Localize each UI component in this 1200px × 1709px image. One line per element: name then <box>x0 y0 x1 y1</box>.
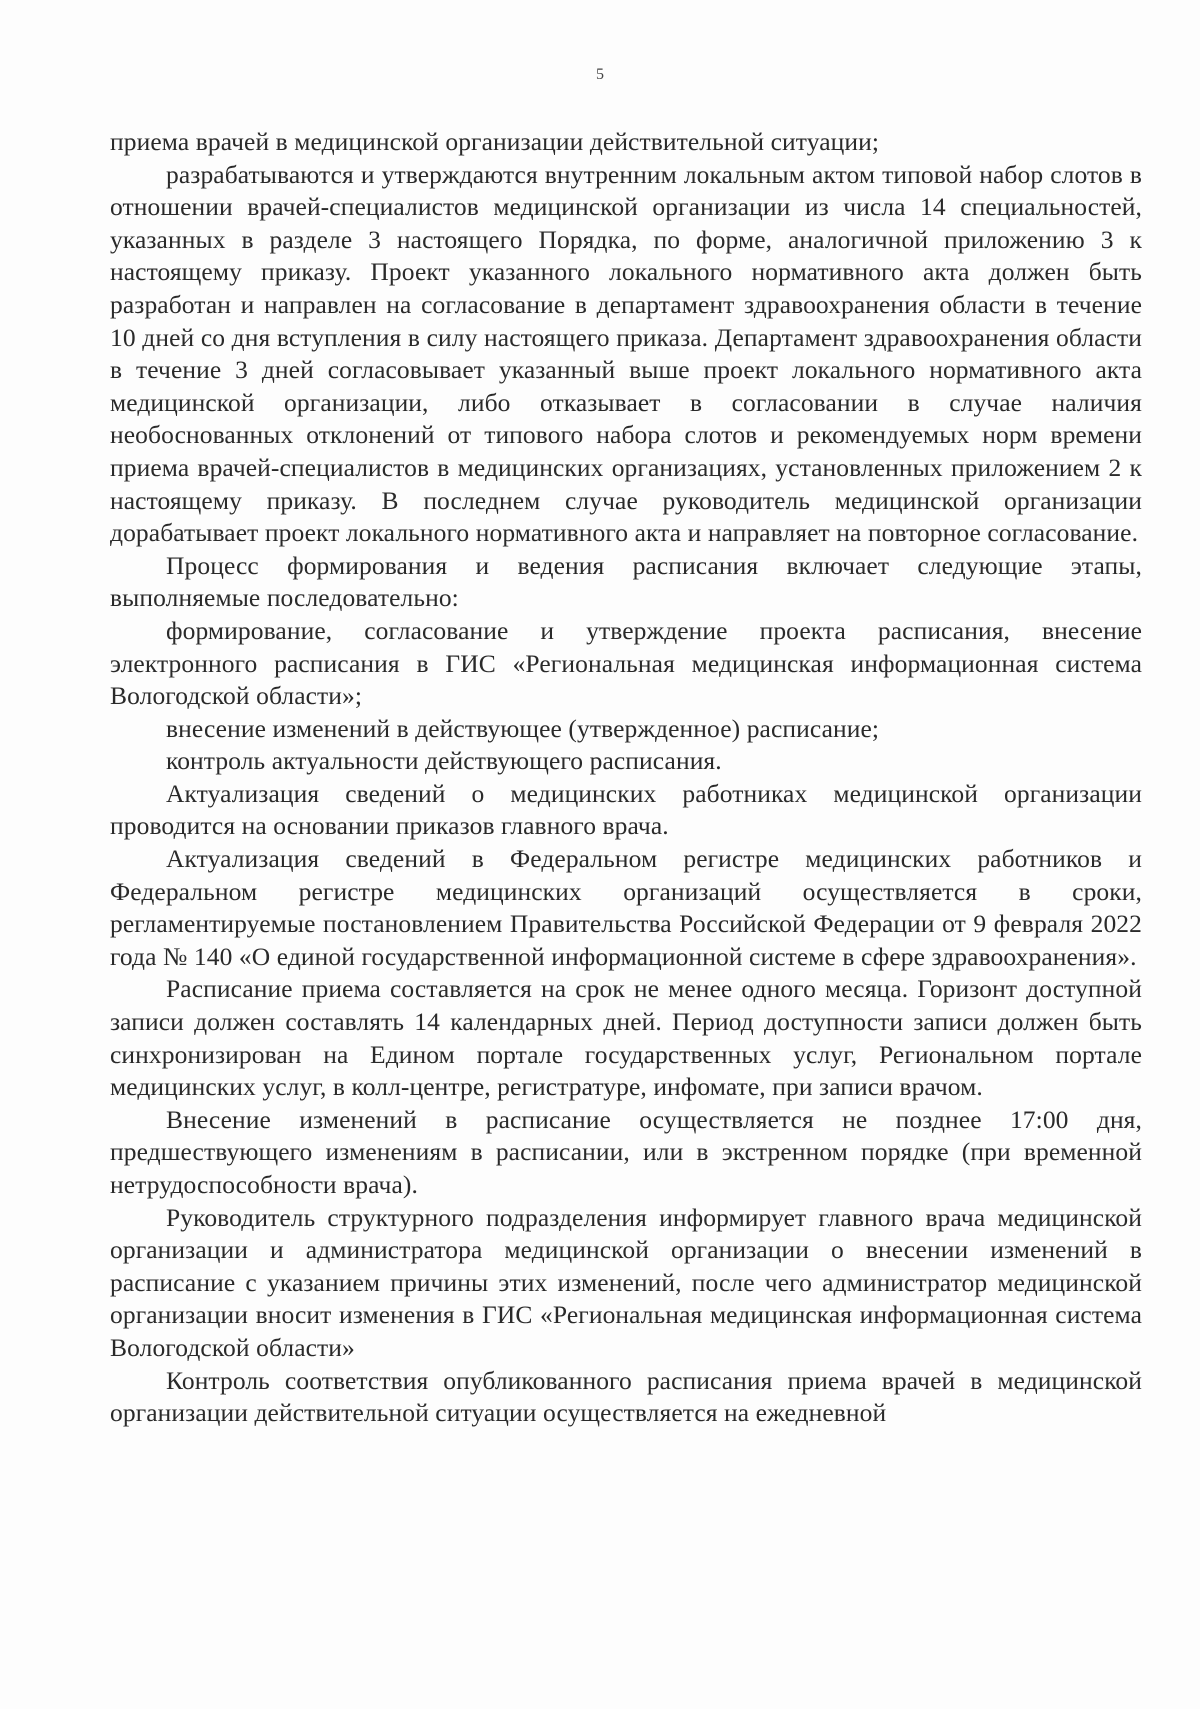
paragraph: Внесение изменений в расписание осуществляется не позднее 17:00 дня, предшествующего изменениям в расписании, или в экстренном порядке (при временной нетрудоспособности врача). <box>110 1104 1142 1199</box>
paragraph: внесение изменений в действующее (утвержденное) расписание; <box>166 713 880 743</box>
paragraph: Актуализация сведений в Федеральном регистре медицинских работников и Федеральном регистре медицинских организаций осуществляется в сроки, регламентируемые постановлением Правительства Российской Федерации от 9 февраля 2022 года № 140 «О единой государственной информационной системе в сфере здравоохранения». <box>110 844 1142 971</box>
paragraph: Процесс формирования и ведения расписания включает следующие этапы, выполняемые последовательно: <box>110 550 1142 613</box>
paragraph: Актуализация сведений о медицинских работниках медицинской организации проводится на основании приказов главного врача. <box>110 778 1142 841</box>
page-number: 5 <box>596 66 604 83</box>
paragraph: Руководитель структурного подразделения информирует главного врача медицинской организации и администратора медицинской организации о внесении изменений в расписание с указанием причины этих изменений, после чего администратор медицинской организации вносит изменения в ГИС «Региональная медицинская информационная система Вологодской области» <box>110 1202 1142 1362</box>
paragraph: формирование, согласование и утверждение проекта расписания, внесение электронного расписания в ГИС «Региональная медицинская информационная система Вологодской области»; <box>110 615 1142 711</box>
paragraph: разрабатываются и утверждаются внутренним локальным актом типовой набор слотов в отношении врачей-специалистов медицинской организации из числа 14 специальностей, указанных в разделе 3 настоящего Порядка, по форме, аналогичной приложению 3 к настоящему приказу. Проект указанного локального нормативного акта должен быть разработан и направлен на согласование в департамент здравоохранения области в течение 10 дней со дня вступления в силу настоящего приказа. Департамент здравоохранения области в течение 3 дней согласовывает указанный выше проект локального нормативного акта медицинской организации, либо отказывает в согласовании в случае наличия необоснованных отклонений от типового набора слотов и рекомендуемых норм времени приема врачей-специалистов в медицинских организациях, установленных приложением 2 к настоящему приказу. В последнем случае руководитель медицинской организации дорабатывает проект локального нормативного акта и направляет на повторное согласование. <box>110 159 1142 548</box>
paragraph: контроль актуальности действующего расписания. <box>166 746 722 776</box>
paragraph: Расписание приема составляется на срок не менее одного месяца. Горизонт доступной записи должен составлять 14 календарных дней. Период доступности записи должен быть синхронизирован на Едином портале государственных услуг, Региональном портале медицинских услуг, в колл-центре, регистратуре, инфомате, при записи врачом. <box>110 974 1142 1102</box>
paragraph: Контроль соответствия опубликованного расписания приема врачей в медицинской организации действительной ситуации осуществляется на ежедневной <box>110 1365 1142 1428</box>
paragraph: приема врачей в медицинской организации действительной ситуации; <box>110 127 880 156</box>
document-body <box>110 126 1142 1430</box>
